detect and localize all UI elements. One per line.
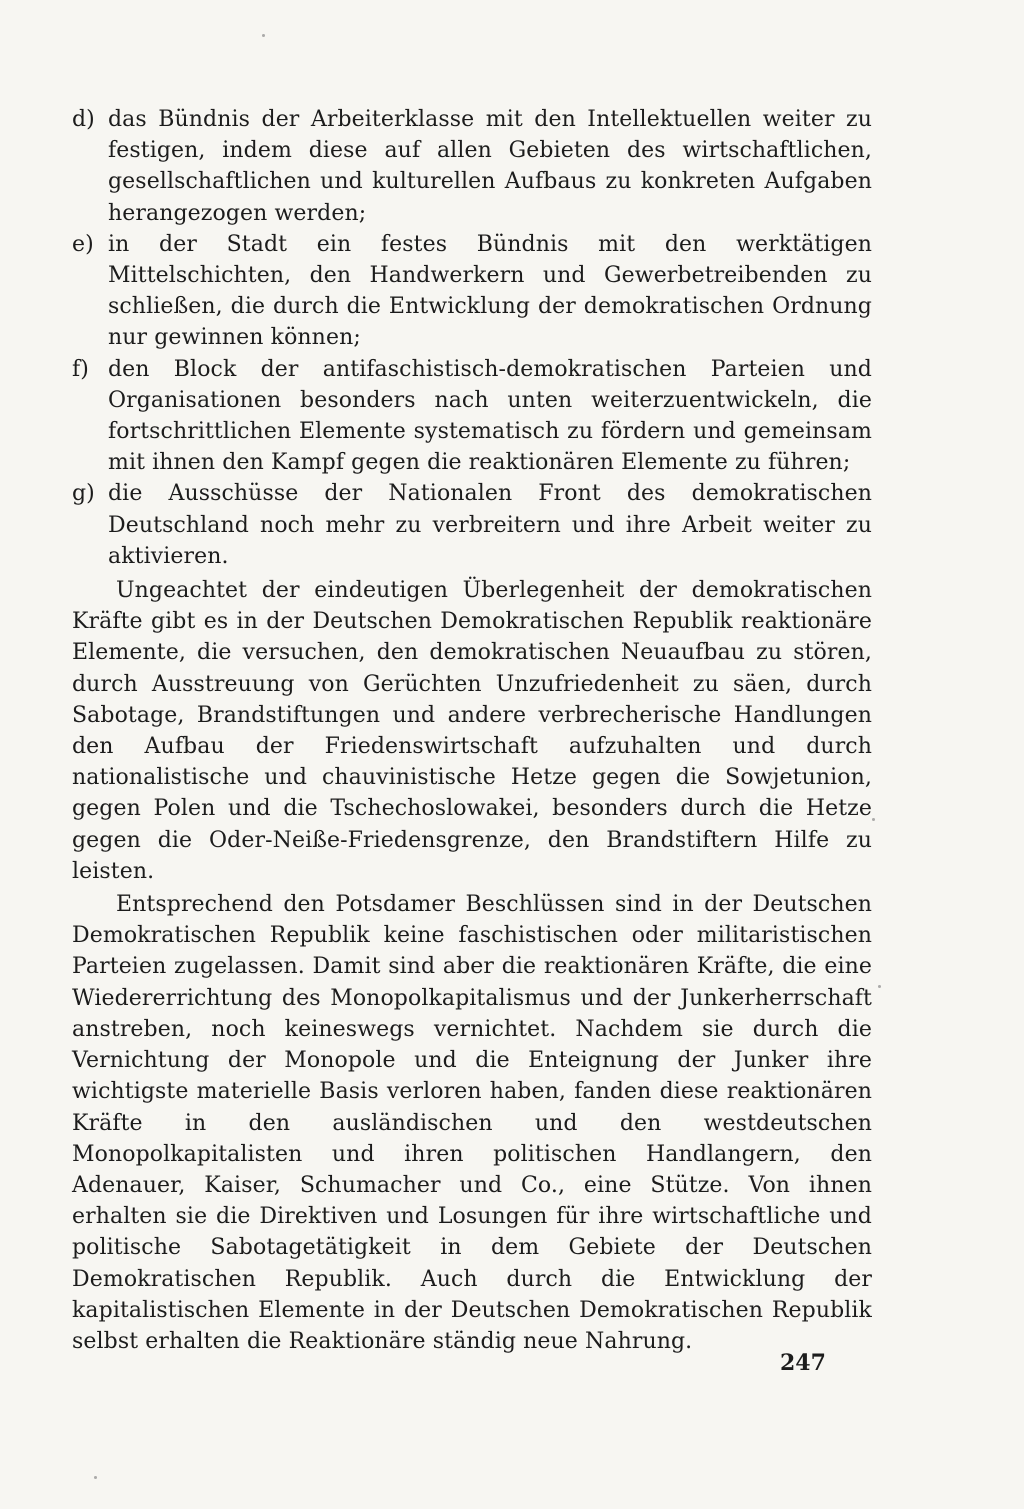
page-body — [72, 104, 872, 1357]
list-item-text: die Ausschüsse der Nationalen Front des demokratischen Deutschland noch mehr zu verbreitern und ihre Arbeit weiter zu aktivieren. — [108, 481, 872, 569]
list-marker: f) — [72, 356, 89, 382]
list-item-g — [72, 478, 872, 572]
scan-speck — [872, 818, 875, 821]
list-item-text: das Bündnis der Arbeiterklasse mit den Intellektuellen weiter zu festigen, indem diese auf allen Gebieten des wirtschaftlichen, gesellschaftlichen und kulturellen Aufbaus zu konkreten Aufgaben herangezogen werden; — [108, 107, 872, 226]
list-marker: d) — [72, 107, 95, 132]
scan-speck — [878, 985, 881, 988]
scan-speck — [262, 34, 265, 37]
page-number: 247 — [780, 1350, 826, 1376]
paragraph-reactionary-elements: Ungeachtet der eindeutigen Überlegenheit der demokratischen Kräfte gibt es in der Deutschen Demokratischen Republik reaktionäre Elemente, die versuchen, den demokratischen Neuaufbau zu stören, durch Ausstreuung von Gerüchten Unzufriedenheit zu säen, durch Sabotage, Brandstiftungen und andere verbrecherische Handlungen den Aufbau der Friedenswirtschaft aufzuhalten und durch nationalistische und chauvinistische Hetze gegen die Sowjetunion, gegen Polen und die Tschechoslowakei, besonders durch die Hetze gegen die Oder-Neiße-Friedensgrenze, den Brandstiftern Hilfe zu leisten. — [72, 578, 872, 884]
scan-speck — [94, 1476, 97, 1479]
list-item-e — [72, 229, 872, 354]
list-item-text: in der Stadt ein festes Bündnis mit den werktätigen Mittelschichten, den Handwerkern und Gewerbetreibenden zu schließen, die durch die Entwicklung der demokratischen Ordnung nur gewinnen können; — [108, 231, 872, 351]
list-item-f — [72, 354, 872, 479]
paragraph-potsdam-decisions: Entsprechend den Potsdamer Beschlüssen sind in der Deutschen Demokratischen Republik keine faschistischen oder militaristischen Parteien zugelassen. Damit sind aber die reaktionären Kräfte, die eine Wiedererrichtung des Monopolkapitalismus und der Junkerherrschaft anstreben, noch keineswegs vernichtet. Nachdem sie durch die Vernichtung der Monopole und die Enteignung der Junker ihre wichtigste materielle Basis verloren haben, fanden diese reaktionären Kräfte in den ausländischen und den westdeutschen Monopolkapitalisten und ihren politischen Handlangern, den Adenauer, Kaiser, Schumacher und Co., eine Stütze. Von ihnen erhalten sie die Direktiven und Losungen für ihre wirtschaftliche und politische Sabotagetätigkeit in dem Gebiete der Deutschen Demokratischen Republik. Auch durch die Entwicklung der kapitalistischen Elemente in der Deutschen Demokratischen Republik selbst erhalten die Reaktionäre ständig neue Nahrung. — [72, 892, 872, 1354]
list-item-d — [72, 104, 872, 229]
list-marker: g) — [72, 481, 95, 507]
list-item-text: den Block der antifaschistisch-demokratischen Parteien und Organisationen besonders nach unten weiterzuentwickeln, die fortschrittlichen Elemente systematisch zu fördern und gemeinsam mit ihnen den Kampf gegen die reaktionären Elemente zu führen; — [108, 356, 872, 476]
list-marker: e) — [72, 231, 94, 257]
